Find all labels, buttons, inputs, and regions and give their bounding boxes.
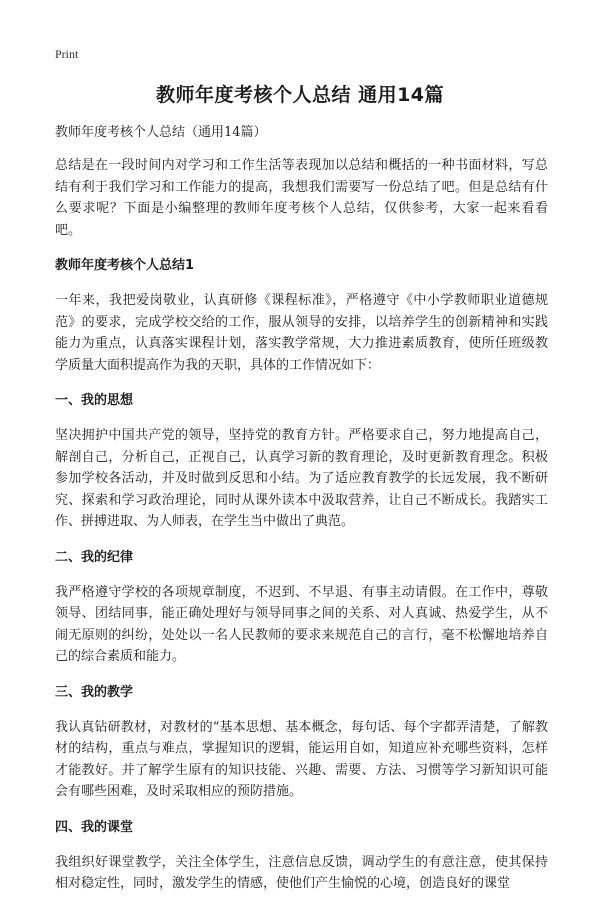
print-link[interactable]: Print bbox=[55, 47, 79, 61]
section-heading-1: 教师年度考核个人总结1 bbox=[55, 258, 195, 273]
page-title: 教师年度考核个人总结 通用14篇 bbox=[155, 84, 445, 106]
paragraph-thought: 坚决拥护中国共产党的领导，坚持党的教育方针。严格要求自己，努力地提高自己，解剖自己，分析自己，正视自己，认真学习新的教育理论，及时更新教育理念。积极参加学校各活动，并及时做到反思和小结。为了适应教育教学的长远发展，我不断研究、探索和学习政治理论，同时从课外读本中汲取营养，让自己不断成长。我踏实工作、拼搏进取、为人师表，在学生当中做出了典范。 bbox=[55, 428, 548, 529]
article-subtitle: 教师年度考核个人总结（通用14篇） bbox=[55, 125, 267, 140]
intro-paragraph: 总结是在一段时间内对学习和工作生活等表现加以总结和概括的一种书面材料，写总结有利于我们学习和工作能力的提高，我想我们需要写一份总结了吧。但是总结有什么要求呢？下面是小编整理的教师年度考核个人总结，仅供参考，大家一起来看看吧。 bbox=[55, 158, 548, 238]
heading-classroom: 四、我的课堂 bbox=[55, 819, 134, 835]
heading-thought: 一、我的思想 bbox=[55, 393, 134, 408]
paragraph-discipline: 我严格遵守学校的各项规章制度，不迟到、不早退、有事主动请假。在工作中，尊敬领导、团结同事，能正确处理好与领导同事之间的关系、对人真诚、热爱学生，从不闹无原则的纠纷，处处以一名人民教师的要求来规范自己的言行，毫不松懈地培养自己的综合素质和能力。 bbox=[55, 584, 548, 664]
heading-teaching: 三、我的教学 bbox=[55, 684, 134, 700]
section-1-paragraph: 一年来，我把爱岗敬业，认真研修《课程标准》，严格遵守《中小学教师职业道德规范》的要求，完成学校交给的工作，服从领导的安排，以培养学生的创新精神和实践能力为重点，认真落实课程计划，落实教学常规，大力推进素质教育，使所任班级教学质量大面积提高作为我的天职，具体的工作情况如下： bbox=[55, 293, 548, 373]
article-body bbox=[55, 122, 548, 909]
paragraph-teaching: 我认真钻研教材，对教材的“基本思想、基本概念，每句话、每个字都弄清楚，了解教材的结构，重点与难点，掌握知识的逻辑，能运用自如，知道应补充哪些资料，怎样才能教好。并了解学生原有的知识技能、兴趣、需要、方法、习惯等学习新知识可能会有哪些困难，及时采取相应的预防措施。 bbox=[55, 719, 548, 799]
heading-discipline: 二、我的纪律 bbox=[55, 549, 134, 565]
paragraph-classroom: 我组织好课堂教学，关注全体学生，注意信息反馈，调动学生的有意注意，使其保持相对稳定性，同时，激发学生的情感，使他们产生愉悦的心境，创造良好的课堂 bbox=[55, 854, 548, 891]
